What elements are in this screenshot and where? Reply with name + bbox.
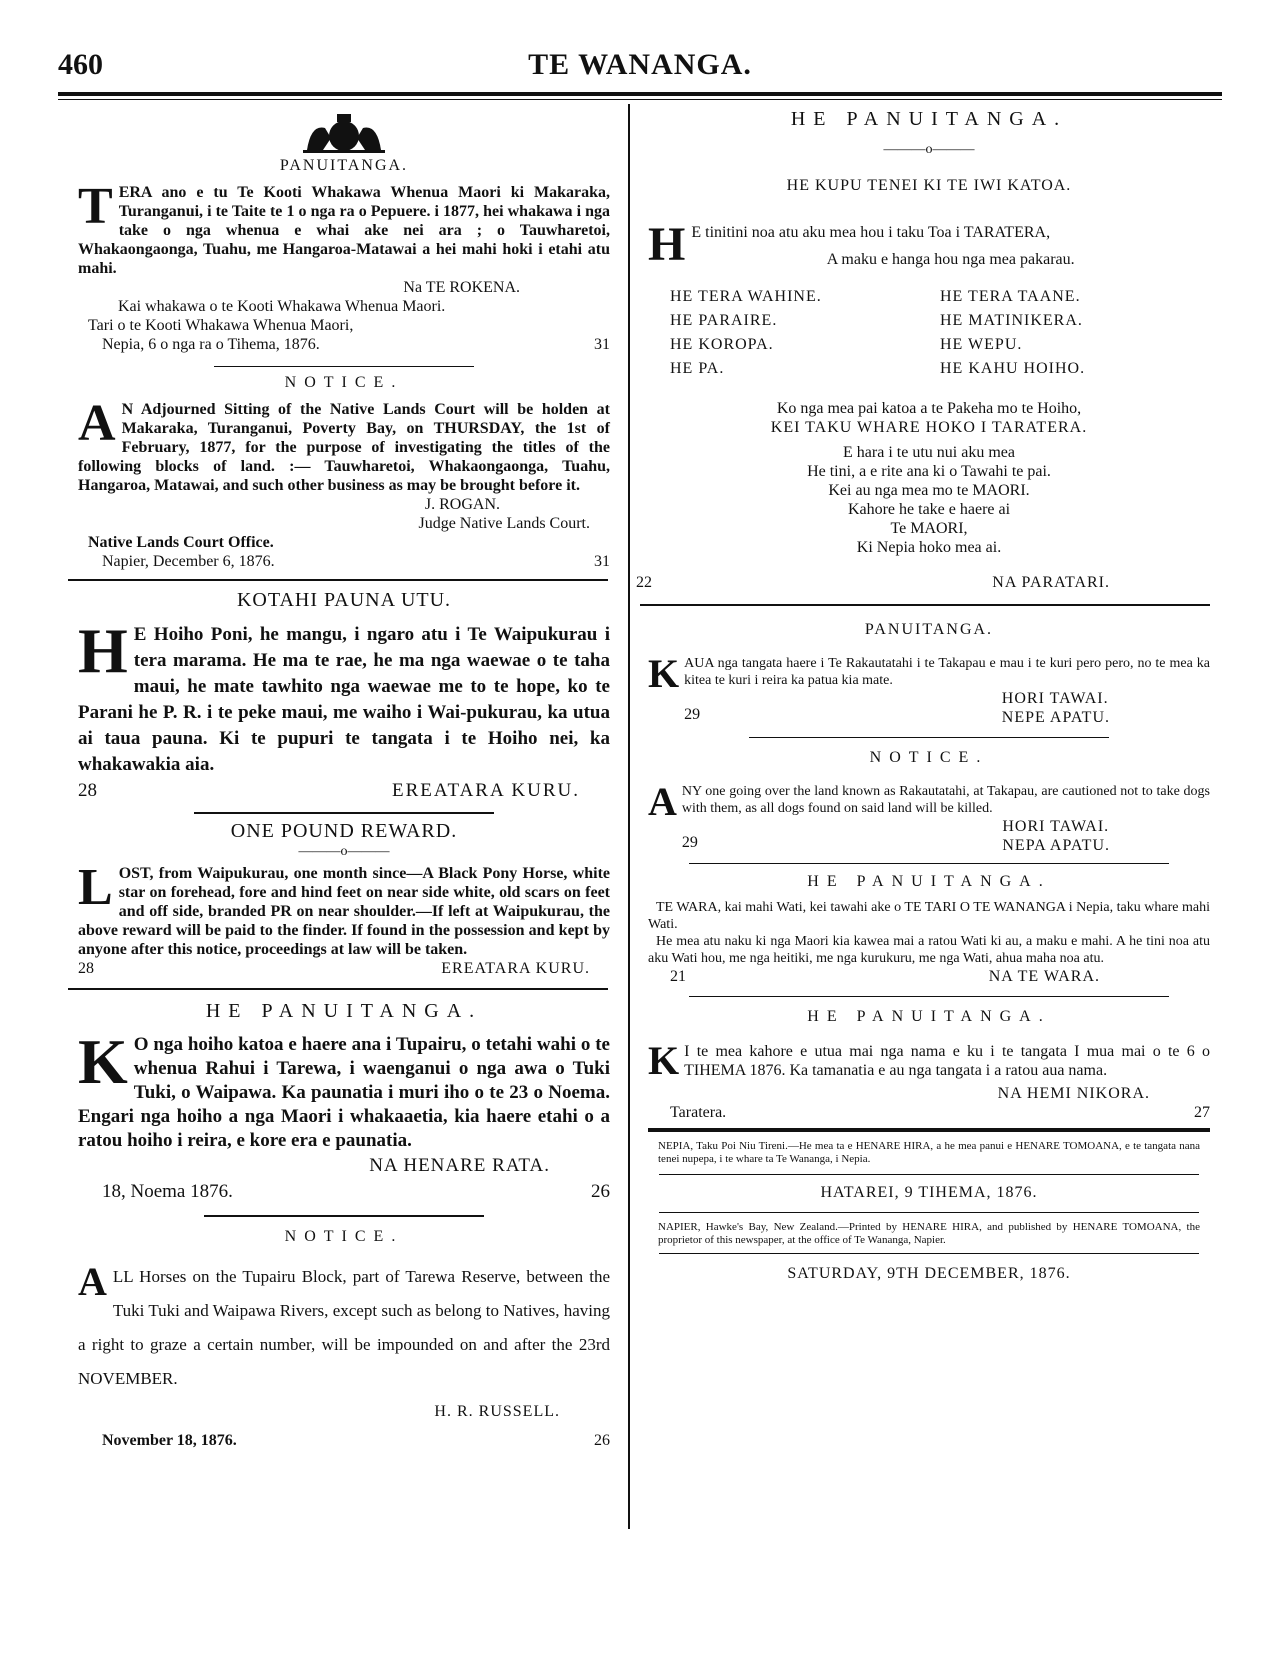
separator (659, 1174, 1199, 1175)
drop-cap: A (78, 395, 116, 452)
verse-line: Te MAORI, (890, 520, 968, 537)
drop-cap: L (78, 859, 113, 916)
notice-body (78, 615, 610, 778)
product-list (648, 285, 1210, 381)
notice-body (78, 395, 610, 495)
notice-number: 29 (684, 706, 701, 723)
imprint-english: NAPIER, Hawke's Bay, New Zealand.—Printed by HENARE HIRA, and published by HENARE TOMOANA, the proprietor of this newspaper, at the office of Te Wananga, Napier. (658, 1221, 1200, 1246)
separator (659, 1253, 1199, 1254)
notice-one-pound-reward (78, 820, 610, 978)
imprint (648, 1140, 1210, 1283)
notice-signature: NA HEMI NIKORA. (997, 1085, 1150, 1102)
notice-signature: J. ROGAN. (424, 496, 500, 513)
notice-dateline (78, 1179, 610, 1205)
notice-separator: ———o——— (883, 142, 975, 157)
notice-signature: HORI TAWAI. (1002, 818, 1110, 835)
list-item: HE TERA TAANE. (940, 288, 1081, 305)
notice-text: OST, from Waipukurau, one month since—A Black Pony Horse, white star on forehead, fore and hind feet on near side white, old scars on feet and off side, branded PR on near shoulder.—If left at Waipukurau, the above reward will be paid to the finder. If found in the possession and kept by anyone after this notice, proceedings at law will be taken. (78, 865, 610, 958)
column-divider (628, 104, 630, 1529)
notice-para: Ko nga mea pai katoa a te Pakeha mo te Hoiho, (776, 400, 1082, 417)
notice-land-court-english (78, 373, 610, 571)
notice-verse (648, 443, 1210, 557)
imprint-english-date: SATURDAY, 9TH DECEMBER, 1876. (787, 1265, 1071, 1282)
drop-cap: T (78, 178, 113, 235)
separator (640, 604, 1210, 606)
verse-line: Ki Nepia hoko mea ai. (856, 539, 1002, 556)
notice-heading: KOTAHI PAUNA UTU. (236, 589, 452, 611)
notice-heading: HE PANUITANGA. (807, 873, 1051, 890)
notice-text: AUA nga tangata haere i Te Rakautatahi i te Takapau e mau i te kuri pero pero, no te mea ka kitea te kuri i reira ka patua kia mate. (684, 656, 1210, 688)
notice-body (648, 218, 1210, 271)
drop-cap: K (78, 1026, 128, 1097)
notice-footer (682, 817, 1210, 855)
notice-hemi-nikora-debts (648, 1007, 1210, 1122)
product-list-left (670, 285, 920, 381)
notice-number: 21 (670, 968, 686, 985)
list-item: HE KOROPA. (670, 336, 774, 353)
list-item: HE TERA WAHINE. (670, 288, 822, 305)
notice-number: 26 (594, 1432, 610, 1449)
left-column (78, 112, 610, 1450)
notice-text: O nga hoiho katoa e haere ana i Tupairu, o tetahi wahi o te whenua Rahui i Tarewa, i waenganui o nga awa o Tuki Tuki, o Waipawa. Ka paunatia i muri iho o te 23 o Noema. Engari nga hoiho a nga Maori i whakaaetia, kia haere etahi o a ratou hoiho i reira, e kore era e paunatia. (78, 1034, 610, 1151)
notice-signature: NEPE APATU. (1001, 709, 1110, 726)
separator (68, 579, 608, 581)
notice-heading: HE PANUITANGA. (790, 108, 1068, 130)
notice-heading: PANUITANGA. (864, 621, 994, 638)
notice-heading: HE PANUITANGA. (807, 1008, 1051, 1025)
notice-footer (648, 967, 1210, 986)
separator (689, 996, 1169, 997)
notice-footer (684, 689, 1210, 727)
notice-body-2: He mea atu naku ki nga Maori kia kawea mai a ratou Wati ki au, a maku e mahi. A he tini noa atu aku Wati hou, me nga heitiki, me nga kurukuru, me nga Wati, ahua maha noa atu. (648, 934, 1210, 966)
notice-text: LL Horses on the Tupairu Block, part of Tarewa Reserve, between the Tuki Tuki and Waipawa Rivers, except such as belong to Natives, having a right to graze a certain number, will be impounded on and after the 23rd NOVEMBER. (78, 1267, 610, 1388)
list-item: HE PA. (670, 360, 725, 377)
list-item: HE WEPU. (940, 336, 1023, 353)
notice-heading: PANUITANGA. (279, 157, 409, 174)
notice-body (648, 779, 1210, 824)
notice-number: 27 (1194, 1104, 1210, 1121)
notice-body (78, 1260, 610, 1396)
notice-text-line2: A maku e hanga hou nga mea pakarau. (826, 251, 1075, 268)
notice-signatures (1002, 689, 1210, 727)
notice-footer (78, 959, 610, 978)
drop-cap: K (648, 651, 680, 696)
notice-separator: ———o——— (298, 844, 390, 859)
verse-line: He tini, a e rite ana ki o Tawahi te pai. (807, 463, 1051, 480)
notice-signature-title: Kai whakawa o te Kooti Whakawa Whenua Maori. (118, 298, 446, 315)
notice-heading: NOTICE. (869, 749, 989, 766)
notice-he-panuitanga-hoiho (78, 1000, 610, 1205)
notice-number: 26 (591, 1181, 610, 1202)
notice-date: November 18, 1876. (102, 1432, 237, 1449)
notice-date: 18, Noema 1876. (102, 1181, 233, 1202)
imprint-rule (648, 1128, 1210, 1132)
notice-footer (648, 1103, 1210, 1122)
notice-text: E Hoiho Poni, he mangu, i ngaro atu i Te Waipukurau i tera marama. He ma te rae, he ma nga waewae o te taha maui, he mate tawhito nga waewae me to te hope, ko te Parani he P. R. i te peke maui, me waiho i Wai-pukurau, ka utua ai taua pauna. Ki te pupuri te tangata i te Hoiho nei, ka whakawakia aia. (78, 624, 610, 775)
notice-panuitanga-maori-court (78, 112, 610, 354)
notice-signature: Na TE ROKENA. (403, 279, 520, 296)
notice-signature: NA HENARE RATA. (369, 1155, 550, 1176)
notice-signatures (1002, 817, 1210, 855)
imprint-maori-date: HATAREI, 9 TIHEMA, 1876. (820, 1184, 1038, 1201)
notice-body-1: TE WARA, kai mahi Wati, kei tawahi ake o TE TARI O TE WANANGA i Nepia, taku whare mahi Wati. (648, 900, 1210, 932)
notice-date: Nepia, 6 o nga ra o Tihema, 1876. (102, 336, 320, 353)
separator (689, 863, 1169, 864)
notice-dateline (78, 1431, 610, 1450)
product-list-right (940, 285, 1190, 381)
notice-date: Napier, December 6, 1876. (102, 553, 275, 570)
drop-cap: A (78, 1259, 107, 1304)
drop-cap: H (78, 615, 128, 686)
separator (659, 1212, 1199, 1213)
newspaper-title: TE WANANGA. (528, 48, 752, 81)
drop-cap: K (648, 1038, 680, 1083)
notice-signature: HORI TAWAI. (1001, 690, 1109, 707)
notice-footer (78, 778, 610, 804)
verse-line: Kahore he take e haere ai (847, 501, 1011, 518)
notice-tupairu-block (78, 1227, 610, 1450)
notice-para-caps: KEI TAKU WHARE HOKO I TARATERA. (770, 419, 1088, 436)
notice-office: Native Lands Court Office. (88, 534, 274, 551)
notice-taratera-saddlery (636, 108, 1210, 592)
right-column (636, 108, 1210, 1283)
separator (194, 812, 494, 814)
notice-signature: EREATARA KURU. (392, 780, 580, 801)
notice-signature: H. R. RUSSELL. (434, 1403, 560, 1420)
notice-number: 22 (636, 574, 652, 591)
notice-number: 28 (78, 780, 97, 801)
notice-signature: EREATARA KURU. (441, 960, 590, 977)
notice-body (648, 1038, 1210, 1083)
notice-footer (636, 573, 1210, 592)
notice-body (78, 178, 610, 278)
notice-office: Tari o te Kooti Whakawa Whenua Maori, (88, 317, 354, 334)
notice-text: ERA ano e tu Te Kooti Whakawa Whenua Maori ki Makaraka, Turanganui, i te Taite te 1 o nga ra o Pepuere. i 1877, hei whakawa i nga take o nga whenua e whai ake nei ara ; o Tauwharetoi, Whakaongaonga, Tuahu, me Hangaroa-Matawai a hei mahi hoki i etahi atu mahi. (78, 184, 610, 277)
notice-te-wara-watches (648, 872, 1210, 986)
drop-cap: H (648, 218, 686, 271)
notice-number: 31 (594, 553, 610, 570)
list-item: HE PARAIRE. (670, 312, 778, 329)
royal-crest-icon (78, 112, 610, 154)
notice-panuitanga-kuri (648, 620, 1210, 727)
separator (204, 1215, 484, 1217)
notice-heading: NOTICE. (284, 1228, 404, 1245)
notice-subheading: HE KUPU TENEI KI TE IWI KATOA. (786, 177, 1072, 194)
notice-heading: ONE POUND REWARD. (230, 820, 458, 842)
notice-number: 31 (594, 336, 610, 353)
notice-signature: NA TE WARA. (988, 968, 1100, 985)
drop-cap: A (648, 779, 677, 824)
notice-body (648, 651, 1210, 696)
notice-signature-title: Judge Native Lands Court. (418, 515, 590, 532)
notice-text: N Adjourned Sitting of the Native Lands Court will be holden at Makaraka, Turanganui, Poverty Bay, on THURSDAY, the 1st of February, 1877, for the purpose of investigating the titles of the following blocks of land. :— Tauwharetoi, Whakaongaonga, Tuahu, Hangaroa, Matawai, and such other business as may be brought before it. (78, 401, 610, 494)
verse-line: Kei au nga mea mo te MAORI. (828, 482, 1030, 499)
notice-body (78, 1026, 610, 1153)
notice-number: 29 (681, 834, 698, 851)
notice-dateline (78, 552, 610, 571)
notice-rakautatahi-dogs (648, 748, 1210, 855)
notice-kotahi-pauna-utu (78, 589, 610, 804)
notice-signature: NEPA APATU. (1002, 837, 1110, 854)
page-number: 460 (58, 48, 103, 81)
separator (214, 366, 474, 367)
masthead-rule (58, 92, 1222, 96)
list-item: HE KAHU HOIHO. (940, 360, 1086, 377)
notice-text: E tinitini noa atu aku mea hou i taku Toa i TARATERA, (691, 224, 1051, 241)
notice-body (78, 859, 610, 959)
notice-text: NY one going over the land known as Rakautatahi, at Takapau, are cautioned not to take dogs with them, as all dogs found on said land will be killed. (681, 784, 1210, 816)
separator (749, 737, 1109, 738)
notice-text: I te mea kahore e utua mai nga nama e ku i te tangata I mua mai o te 6 o TIHEMA 1876. Ka tamanatia e au nga tangata i a ratou aua nama. (684, 1043, 1210, 1079)
notice-heading: NOTICE. (284, 374, 404, 391)
notice-signature: NA PARATARI. (992, 574, 1110, 591)
notice-heading: HE PANUITANGA. (205, 1000, 483, 1022)
notice-dateline (78, 335, 610, 354)
masthead-rule-thin (58, 99, 1222, 100)
notice-number: 28 (78, 960, 94, 977)
separator (68, 988, 608, 990)
verse-line: E hara i te utu nui aku mea (843, 444, 1015, 461)
imprint-maori: NEPIA, Taku Poi Niu Tireni.—He mea ta e HENARE HIRA, a he mea panui e HENARE TOMOANA, e te tangata nana tenei nupepa, i te whare ta Te Wananga, i Nepia. (658, 1140, 1200, 1165)
list-item: HE MATINIKERA. (940, 312, 1083, 329)
notice-place: Taratera. (670, 1104, 727, 1121)
